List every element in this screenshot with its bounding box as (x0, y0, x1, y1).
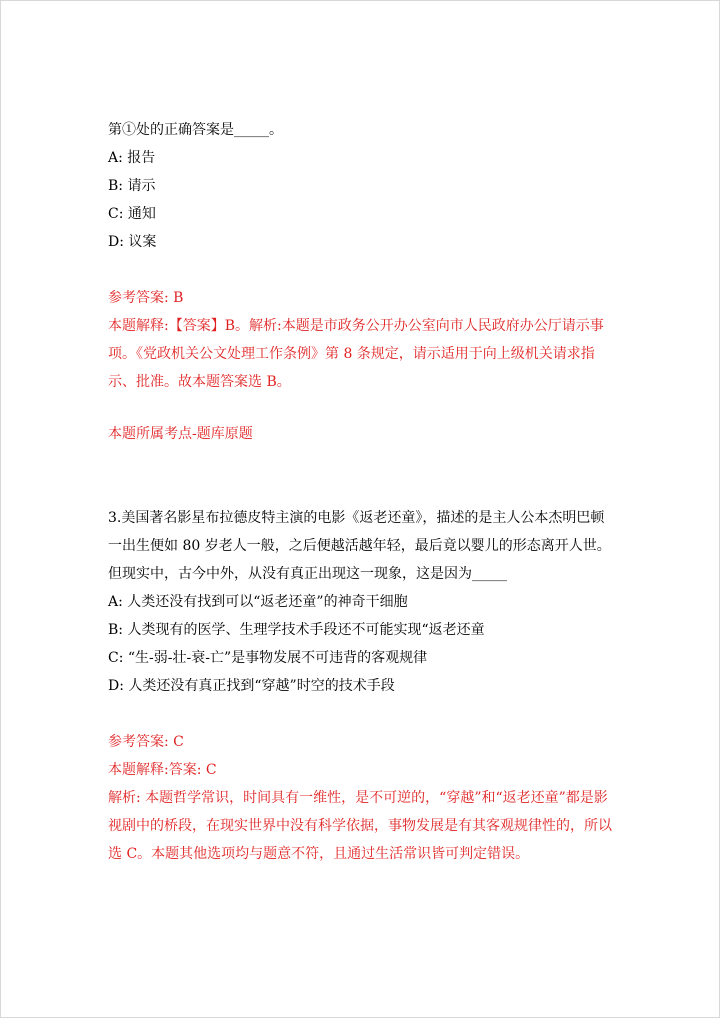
q2-source: 本题所属考点-题库原题 (108, 426, 253, 442)
q3-stem: 3.美国著名影星布拉德皮特主演的电影《返老还童》，描述的是主人公本杰明巴顿一出生便如 80 岁老人一般，之后便越活越年轻，最后竟以婴儿的形态离开人世。但现实中，古今中外，从没有真正出现这一现象，这是因为_____ (108, 510, 611, 582)
q2-option-d: D: 议案 (108, 234, 157, 250)
q2-option-c: C: 通知 (108, 206, 156, 222)
q3-explanation: 解析: 本题哲学常识，时间具有一维性，是不可逆的，“穿越”和“返老还童”都是影视剧中的桥段，在现实世界中没有科学依据，事物发展是有其客观规律性的，所以选 C。本题其他选项均与题意不符，且通过生活常识皆可判定错误。 (108, 790, 612, 862)
q3-answer: 参考答案: C (108, 734, 184, 750)
q3-option-c: C: “生-弱-壮-衰-亡”是事物发展不可违背的客观规律 (108, 650, 428, 666)
q2-answer: 参考答案: B (108, 290, 184, 306)
document-body (108, 116, 618, 868)
q3-option-b: B: 人类现有的医学、生理学技术手段还不可能实现“返老还童 (108, 622, 485, 638)
q2-option-a: A: 报告 (108, 150, 156, 166)
q3-option-d: D: 人类还没有真正找到“穿越”时空的技术手段 (108, 678, 395, 694)
q3-option-a: A: 人类还没有找到可以“返老还童”的神奇干细胞 (108, 594, 408, 610)
q2-option-b: B: 请示 (108, 178, 156, 194)
q3-explanation-header: 本题解释:答案: C (108, 762, 217, 778)
q2-stem: 第①处的正确答案是_____。 (108, 122, 283, 138)
q2-explanation: 本题解释:【答案】B。解析:本题是市政务公开办公室向市人民政府办公厅请示事项。《党政机关公文处理工作条例》第 8 条规定，请示适用于向上级机关请求指示、批准。故本题答案选 B。 (108, 318, 604, 390)
